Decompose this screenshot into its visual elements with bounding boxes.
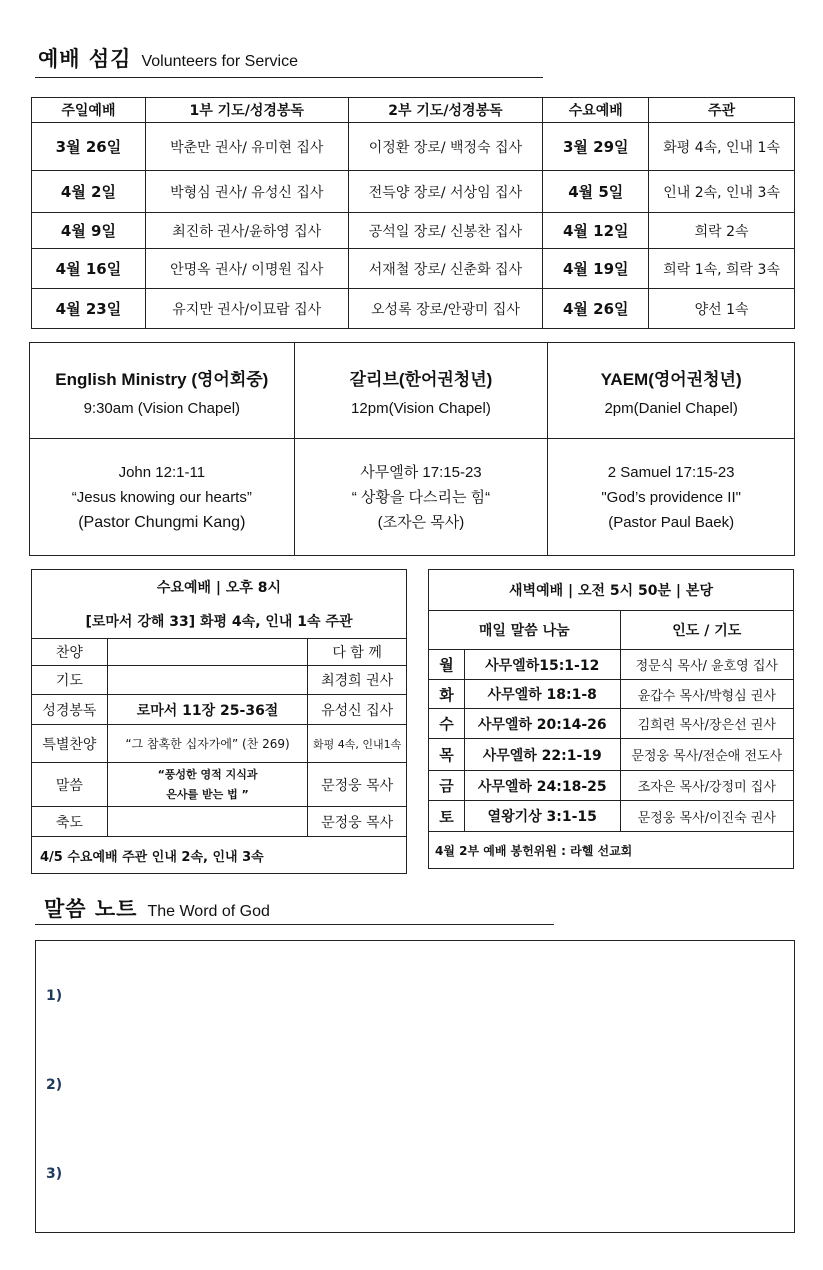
col-header: 인도 / 기도 [620, 611, 793, 650]
weekday: 목 [429, 739, 465, 771]
col-header: 1부 기도/성경봉독 [145, 98, 348, 123]
order-content [107, 639, 307, 666]
weekday: 수 [429, 709, 465, 739]
dawn-footer-row [429, 832, 794, 869]
col-header: 주일예배 [32, 98, 146, 123]
table-row [32, 213, 795, 249]
ministry-name: English Ministry (영어회중) [55, 369, 269, 389]
table-row [429, 739, 794, 771]
ministry-time: 12pm(Vision Chapel) [351, 399, 491, 417]
host-group: 화평 4속, 인내 1속 [649, 123, 795, 171]
daily-passage: 열왕기상 3:1-15 [464, 801, 620, 832]
dawn-service-table [428, 569, 794, 869]
note-item-2: 2) [46, 1077, 63, 1093]
daily-passage: 사무엘하15:1-12 [464, 650, 620, 680]
volunteers-title-rule [35, 77, 543, 78]
dawn-service-header: 새벽예배 | 오전 5시 50분 | 본당 [429, 570, 794, 611]
daily-passage: 사무엘하 22:1-19 [464, 739, 620, 771]
wednesday-service-header: 수요예배 | 오후 8시 [32, 570, 407, 605]
note-item-1: 1) [46, 988, 63, 1004]
leader-prayer: 문정웅 목사/전순애 전도사 [620, 739, 793, 771]
first-service-volunteers: 유지만 권사/이묘람 집사 [145, 289, 348, 329]
order-label: 축도 [32, 807, 108, 837]
weekday: 화 [429, 680, 465, 709]
sermon-yaem [548, 439, 795, 556]
table-row [429, 801, 794, 832]
order-content: “그 참혹한 십자가에” (찬 269) [107, 725, 307, 763]
order-person: 문정웅 목사 [308, 763, 407, 807]
wednesday-footer-row [32, 837, 407, 874]
sunday-date: 3월 26일 [32, 123, 146, 171]
order-person: 문정웅 목사 [308, 807, 407, 837]
wednesday-subheader-row [32, 604, 407, 639]
ministry-sermon-row [30, 439, 795, 556]
ministry-cell-yaem [548, 343, 795, 439]
order-label: 찬양 [32, 639, 108, 666]
wednesday-date: 4월 26일 [543, 289, 649, 329]
col-header: 수요예배 [543, 98, 649, 123]
table-row [32, 763, 407, 807]
sunday-date: 4월 2일 [32, 171, 146, 213]
sermon-preacher: (조자은 목사) [377, 513, 465, 531]
note-item-3: 3) [46, 1166, 63, 1182]
sermon-title-cell [107, 763, 307, 807]
order-person: 다 함 께 [308, 639, 407, 666]
wednesday-service-table [31, 569, 407, 874]
leader-prayer: 문정웅 목사/이진숙 권사 [620, 801, 793, 832]
dawn-footer: 4월 2부 예배 봉헌위원 : 라헬 선교회 [429, 832, 794, 869]
col-header: 2부 기도/성경봉독 [348, 98, 543, 123]
sermon-passage: 사무엘하 17:15-23 [360, 463, 482, 481]
dawn-column-row [429, 611, 794, 650]
table-row [32, 289, 795, 329]
table-row [32, 695, 407, 725]
word-title-ko: 말씀 노트 [44, 897, 138, 921]
wednesday-date: 4월 12일 [543, 213, 649, 249]
wednesday-series-header: [로마서 강해 33] 화평 4속, 인내 1속 주관 [32, 604, 407, 639]
ministry-cell-galilee [294, 343, 548, 439]
ministry-info-row [30, 343, 795, 439]
wednesday-date: 3월 29일 [543, 123, 649, 171]
sunday-date: 4월 23일 [32, 289, 146, 329]
volunteers-title [38, 43, 298, 73]
sermon-preacher: (Pastor Paul Baek) [608, 513, 735, 531]
host-group: 양선 1속 [649, 289, 795, 329]
daily-passage: 사무엘하 20:14-26 [464, 709, 620, 739]
volunteers-header-row [32, 98, 795, 123]
sermon-galilee [294, 439, 548, 556]
second-service-volunteers: 이정환 장로/ 백정숙 집사 [348, 123, 543, 171]
sunday-date: 4월 16일 [32, 249, 146, 289]
order-label: 말씀 [32, 763, 108, 807]
ministry-name: 갈리브(한어권청년) [349, 369, 493, 389]
host-group: 희락 2속 [649, 213, 795, 249]
first-service-volunteers: 박춘만 권사/ 유미현 집사 [145, 123, 348, 171]
order-label: 특별찬양 [32, 725, 108, 763]
table-row [32, 639, 407, 666]
leader-prayer: 김희련 목사/장은선 권사 [620, 709, 793, 739]
leader-prayer: 윤갑수 목사/박형심 권사 [620, 680, 793, 709]
leader-prayer: 정문식 목사/ 윤호영 집사 [620, 650, 793, 680]
sermon-passage: 2 Samuel 17:15-23 [607, 463, 735, 481]
table-row [32, 171, 795, 213]
order-content [107, 807, 307, 837]
order-content [107, 666, 307, 695]
volunteers-table [31, 97, 795, 329]
second-service-volunteers: 전득양 장로/ 서상임 집사 [348, 171, 543, 213]
order-label: 기도 [32, 666, 108, 695]
volunteers-title-ko: 예배 섬김 [38, 47, 132, 71]
table-row [429, 771, 794, 801]
sermon-preacher: (Pastor Chungmi Kang) [78, 513, 246, 531]
sermon-passage: John 12:1-11 [118, 463, 206, 481]
sermon-title: “ 상황을 다스리는 힘“ [351, 488, 491, 506]
sermon-title-line: “풍성한 영적 지식과 [157, 767, 258, 781]
sermon-english [30, 439, 295, 556]
col-header: 매일 말씀 나눔 [429, 611, 621, 650]
weekday: 월 [429, 650, 465, 680]
sunday-date: 4월 9일 [32, 213, 146, 249]
daily-passage: 사무엘하 24:18-25 [464, 771, 620, 801]
wednesday-date: 4월 19일 [543, 249, 649, 289]
sermon-title: “Jesus knowing our hearts” [71, 488, 252, 506]
weekday: 토 [429, 801, 465, 832]
table-row [32, 807, 407, 837]
second-service-volunteers: 서재철 장로/ 신춘화 집사 [348, 249, 543, 289]
order-person: 유성신 집사 [308, 695, 407, 725]
first-service-volunteers: 최진하 권사/윤하영 집사 [145, 213, 348, 249]
wednesday-date: 4월 5일 [543, 171, 649, 213]
ministry-time: 2pm(Daniel Chapel) [604, 399, 738, 417]
sermon-title-line: 은사를 받는 법 ” [166, 787, 249, 801]
order-person: 화평 4속, 인내1속 [308, 725, 407, 763]
weekday: 금 [429, 771, 465, 801]
wednesday-footer: 4/5 수요예배 주관 인내 2속, 인내 3속 [32, 837, 407, 874]
col-header: 주관 [649, 98, 795, 123]
sermon-notes-box[interactable] [35, 940, 795, 1233]
host-group: 희락 1속, 희락 3속 [649, 249, 795, 289]
order-label: 성경봉독 [32, 695, 108, 725]
order-person: 최경희 권사 [308, 666, 407, 695]
table-row [32, 249, 795, 289]
first-service-volunteers: 안명옥 권사/ 이명원 집사 [145, 249, 348, 289]
table-row [32, 123, 795, 171]
host-group: 인내 2속, 인내 3속 [649, 171, 795, 213]
table-row [429, 650, 794, 680]
word-title-rule [35, 924, 554, 925]
ministries-table [29, 342, 795, 556]
table-row [429, 709, 794, 739]
table-row [32, 666, 407, 695]
second-service-volunteers: 오성록 장로/안광미 집사 [348, 289, 543, 329]
first-service-volunteers: 박형심 권사/ 유성신 집사 [145, 171, 348, 213]
ministry-name: YAEM(영어권청년) [600, 369, 742, 389]
table-row [429, 680, 794, 709]
order-content: 로마서 11장 25-36절 [107, 695, 307, 725]
word-title-en: The Word of God [147, 903, 270, 920]
ministry-time: 9:30am (Vision Chapel) [83, 399, 241, 417]
word-title [44, 893, 270, 923]
ministry-cell-english [30, 343, 295, 439]
table-row [32, 725, 407, 763]
sermon-title: "God’s providence II" [601, 488, 741, 506]
volunteers-title-en: Volunteers for Service [141, 53, 298, 70]
dawn-header-row [429, 570, 794, 611]
wednesday-header-row [32, 570, 407, 605]
second-service-volunteers: 공석일 장로/ 신봉찬 집사 [348, 213, 543, 249]
daily-passage: 사무엘하 18:1-8 [464, 680, 620, 709]
leader-prayer: 조자은 목사/강정미 집사 [620, 771, 793, 801]
